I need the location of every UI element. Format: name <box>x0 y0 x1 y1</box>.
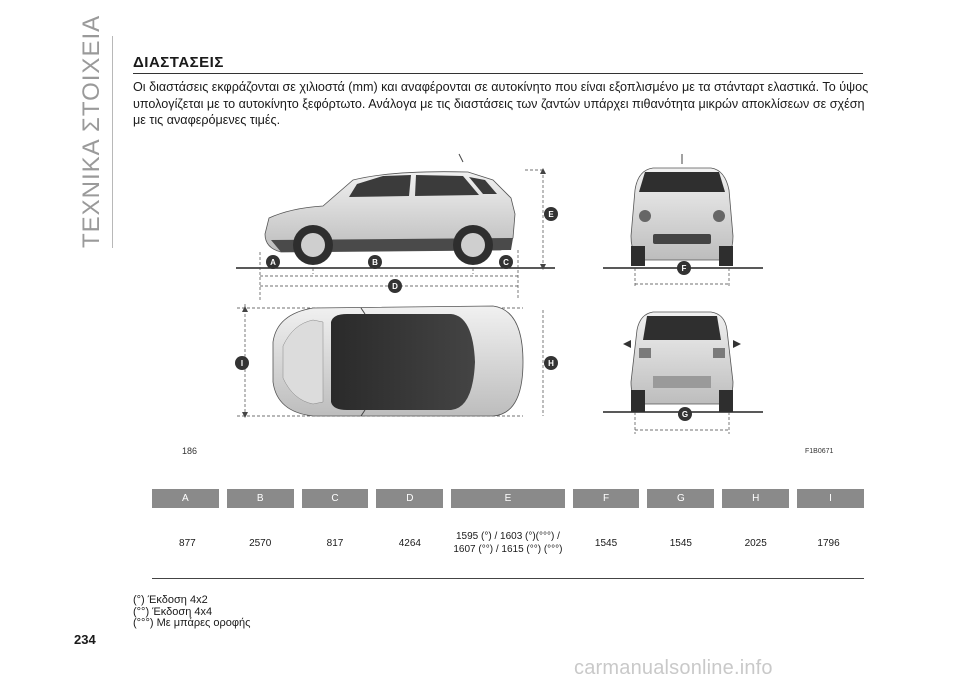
footnotes <box>133 595 250 630</box>
top-view <box>237 304 543 418</box>
watermark: carmanualsonline.info <box>574 657 773 679</box>
table-cell: 4264 <box>372 508 447 579</box>
column-header: A <box>152 489 223 508</box>
section-label: ΤΕΧΝΙΚΑ ΣΤΟΙΧΕΙΑ <box>78 14 105 248</box>
title-rule <box>133 73 863 74</box>
column-header: H <box>718 489 793 508</box>
marker-i <box>235 356 249 370</box>
table-cell: 1595 (°) / 1603 (°)(°°°) / 1607 (°°) / 1615 (°°) (°°°) <box>447 508 568 579</box>
marker-e <box>544 207 558 221</box>
marker-g <box>678 407 692 421</box>
marker-f <box>677 261 691 275</box>
table-cell: 2570 <box>223 508 298 579</box>
table-cell: 877 <box>152 508 223 579</box>
intro-paragraph: Οι διαστάσεις εκφράζονται σε χιλιοστά (mm) και αναφέρονται σε αυτοκίνητο που είναι εξοπλισμένο με τα στάνταρτ ελαστικά. Το ύψος υπολογίζεται με το αυτοκίνητο ξεφόρτωτο. Ανάλογα με τις διαστάσεις των ζαντών υπάρχει πιθανότητα μικρών αποκλίσεων σε σχέση με τις αναφερόμενες τιμές. <box>133 80 869 127</box>
column-header: B <box>223 489 298 508</box>
page-number: 234 <box>74 632 96 647</box>
svg-text:F: F <box>681 264 687 273</box>
marker-a <box>266 255 280 269</box>
dimensions-figure <box>133 150 863 468</box>
column-header: F <box>569 489 644 508</box>
figure-code: F1B0671 <box>805 448 834 455</box>
svg-text:E: E <box>548 210 554 219</box>
svg-text:A: A <box>270 258 276 267</box>
page-title: ΔΙΑΣΤΑΣΕΙΣ <box>133 54 224 71</box>
column-header: G <box>643 489 718 508</box>
table-cell: 1796 <box>793 508 864 579</box>
table-cell: 817 <box>298 508 373 579</box>
column-header: I <box>793 489 864 508</box>
table-header-row <box>152 489 864 508</box>
dimensions-table <box>152 489 864 579</box>
marker-h <box>544 356 558 370</box>
footnote: (°) Έκδοση 4x2 <box>133 594 208 606</box>
table-cell: 1545 <box>643 508 718 579</box>
side-view <box>236 154 555 300</box>
section-tab <box>78 14 113 248</box>
svg-text:H: H <box>548 359 554 368</box>
marker-d <box>388 279 402 293</box>
svg-text:G: G <box>681 410 689 419</box>
table-cell: 2025 <box>718 508 793 579</box>
svg-text:C: C <box>503 258 509 267</box>
column-header: C <box>298 489 373 508</box>
figure-number: 186 <box>182 446 198 456</box>
table-row <box>152 508 864 579</box>
car-dimension-drawing <box>133 150 863 468</box>
svg-text:D: D <box>392 282 398 291</box>
column-header: E <box>447 489 568 508</box>
footnote: (°°°) Με μπάρες οροφής <box>133 617 251 629</box>
footnote: (°°) Έκδοση 4x4 <box>133 605 213 618</box>
svg-text:B: B <box>372 258 378 267</box>
marker-b <box>368 255 382 269</box>
svg-text:I: I <box>240 359 244 368</box>
table-cell: 1545 <box>569 508 644 579</box>
column-header: D <box>372 489 447 508</box>
marker-c <box>499 255 513 269</box>
